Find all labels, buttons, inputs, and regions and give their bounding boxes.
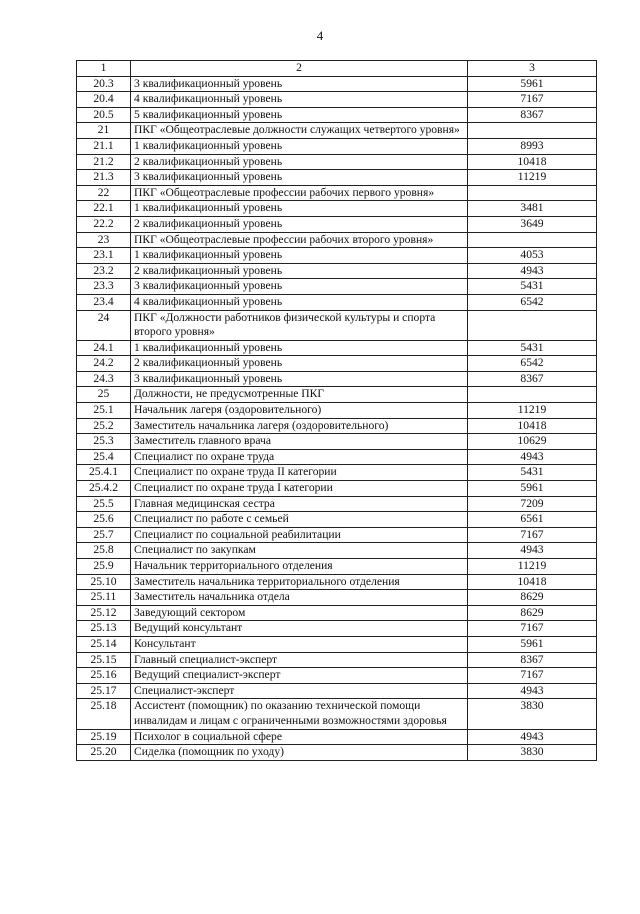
row-number: 23.2 — [77, 263, 131, 279]
table-row — [77, 434, 597, 450]
row-value — [468, 185, 597, 201]
row-title: Специалист по закупкам — [131, 543, 468, 559]
row-value: 11219 — [468, 403, 597, 419]
row-title: 2 квалификационный уровень — [131, 216, 468, 232]
row-number: 25.3 — [77, 434, 131, 450]
row-title: 2 квалификационный уровень — [131, 356, 468, 372]
row-value: 8993 — [468, 138, 597, 154]
row-value: 3830 — [468, 699, 597, 729]
row-title: Ассистент (помощник) по оказанию технической помощи инвалидам и лицам с ограниченными возможностями здоровья — [131, 699, 468, 729]
table-row — [77, 310, 597, 340]
row-title: 5 квалификационный уровень — [131, 107, 468, 123]
row-number: 23.1 — [77, 248, 131, 264]
table-row — [77, 729, 597, 745]
table-row — [77, 652, 597, 668]
table-row — [77, 294, 597, 310]
row-title: ПКГ «Общеотраслевые профессии рабочих второго уровня» — [131, 232, 468, 248]
row-number: 25.20 — [77, 745, 131, 761]
row-title: Начальник территориального отделения — [131, 559, 468, 575]
table-row — [77, 371, 597, 387]
table-row — [77, 636, 597, 652]
row-value: 8629 — [468, 590, 597, 606]
table-row — [77, 138, 597, 154]
row-number: 21.2 — [77, 154, 131, 170]
row-value: 5431 — [468, 465, 597, 481]
row-value: 3830 — [468, 745, 597, 761]
table-row — [77, 201, 597, 217]
row-value: 5961 — [468, 76, 597, 92]
row-number: 25.6 — [77, 512, 131, 528]
table-row — [77, 465, 597, 481]
row-value: 4943 — [468, 543, 597, 559]
row-title: Заместитель главного врача — [131, 434, 468, 450]
row-number: 21 — [77, 123, 131, 139]
row-value: 4943 — [468, 683, 597, 699]
row-number: 22 — [77, 185, 131, 201]
table-row — [77, 559, 597, 575]
row-value — [468, 387, 597, 403]
row-value: 8367 — [468, 371, 597, 387]
row-title: Специалист по охране труда I категории — [131, 481, 468, 497]
row-value: 10418 — [468, 418, 597, 434]
row-value: 4943 — [468, 449, 597, 465]
row-title: 2 квалификационный уровень — [131, 263, 468, 279]
table-row — [77, 621, 597, 637]
table-row — [77, 590, 597, 606]
row-title: Должности, не предусмотренные ПКГ — [131, 387, 468, 403]
header-col-2: 2 — [131, 61, 468, 77]
row-value: 10418 — [468, 154, 597, 170]
row-title: 3 квалификационный уровень — [131, 76, 468, 92]
row-title: Специалист по социальной реабилитации — [131, 527, 468, 543]
row-value: 11219 — [468, 559, 597, 575]
table-row — [77, 123, 597, 139]
table-row — [77, 76, 597, 92]
row-number: 21.3 — [77, 170, 131, 186]
row-number: 25.19 — [77, 729, 131, 745]
row-value: 4053 — [468, 248, 597, 264]
row-number: 20.5 — [77, 107, 131, 123]
row-number: 23.3 — [77, 279, 131, 295]
row-number: 25.17 — [77, 683, 131, 699]
row-number: 24 — [77, 310, 131, 340]
row-number: 24.1 — [77, 340, 131, 356]
row-value — [468, 123, 597, 139]
table-header-row — [77, 61, 597, 77]
table-row — [77, 263, 597, 279]
row-title: ПКГ «Должности работников физической культуры и спорта второго уровня» — [131, 310, 468, 340]
row-number: 20.4 — [77, 92, 131, 108]
row-number: 25.12 — [77, 605, 131, 621]
table-row — [77, 543, 597, 559]
table-row — [77, 154, 597, 170]
table-row — [77, 403, 597, 419]
table-row — [77, 92, 597, 108]
row-title: 1 квалификационный уровень — [131, 340, 468, 356]
row-value: 7167 — [468, 92, 597, 108]
table-row — [77, 387, 597, 403]
row-number: 25.7 — [77, 527, 131, 543]
row-value: 5961 — [468, 636, 597, 652]
row-number: 23 — [77, 232, 131, 248]
row-title: 3 квалификационный уровень — [131, 170, 468, 186]
row-value: 8367 — [468, 107, 597, 123]
page-number: 4 — [316, 28, 324, 43]
row-number: 25.10 — [77, 574, 131, 590]
row-number: 25.9 — [77, 559, 131, 575]
row-title: ПКГ «Общеотраслевые профессии рабочих первого уровня» — [131, 185, 468, 201]
row-title: Главная медицинская сестра — [131, 496, 468, 512]
row-value: 5431 — [468, 279, 597, 295]
row-title: 1 квалификационный уровень — [131, 248, 468, 264]
row-number: 25.8 — [77, 543, 131, 559]
table-row — [77, 248, 597, 264]
table-row — [77, 418, 597, 434]
table-row — [77, 356, 597, 372]
row-value: 5431 — [468, 340, 597, 356]
row-number: 21.1 — [77, 138, 131, 154]
row-number: 25.5 — [77, 496, 131, 512]
header-col-3: 3 — [468, 61, 597, 77]
row-title: Ведущий консультант — [131, 621, 468, 637]
row-title: Ведущий специалист-эксперт — [131, 668, 468, 684]
row-title: 4 квалификационный уровень — [131, 92, 468, 108]
table-row — [77, 512, 597, 528]
row-number: 25.2 — [77, 418, 131, 434]
row-value: 5961 — [468, 481, 597, 497]
row-number: 25.4.1 — [77, 465, 131, 481]
row-value: 4943 — [468, 263, 597, 279]
row-title: Главный специалист-эксперт — [131, 652, 468, 668]
row-value: 10629 — [468, 434, 597, 450]
table-row — [77, 699, 597, 729]
row-value: 8367 — [468, 652, 597, 668]
row-number: 22.2 — [77, 216, 131, 232]
row-title: 1 квалификационный уровень — [131, 138, 468, 154]
row-title: Сиделка (помощник по уходу) — [131, 745, 468, 761]
row-number: 25.18 — [77, 699, 131, 729]
row-number: 25.11 — [77, 590, 131, 606]
row-title: Заместитель начальника лагеря (оздоровительного) — [131, 418, 468, 434]
table-row — [77, 449, 597, 465]
table-row — [77, 605, 597, 621]
row-title: Консультант — [131, 636, 468, 652]
row-value: 7167 — [468, 621, 597, 637]
row-value: 6561 — [468, 512, 597, 528]
table-row — [77, 340, 597, 356]
row-title: Заместитель начальника территориального отделения — [131, 574, 468, 590]
salary-table — [76, 60, 597, 761]
row-value — [468, 232, 597, 248]
row-title: Заведующий сектором — [131, 605, 468, 621]
table-row — [77, 527, 597, 543]
salary-table-body — [77, 61, 597, 761]
row-value: 7167 — [468, 527, 597, 543]
row-number: 25.4.2 — [77, 481, 131, 497]
row-value: 4943 — [468, 729, 597, 745]
row-number: 25.16 — [77, 668, 131, 684]
row-value: 10418 — [468, 574, 597, 590]
table-row — [77, 170, 597, 186]
table-row — [77, 279, 597, 295]
row-value: 3481 — [468, 201, 597, 217]
row-value: 6542 — [468, 294, 597, 310]
table-row — [77, 232, 597, 248]
header-col-1: 1 — [77, 61, 131, 77]
row-title: 1 квалификационный уровень — [131, 201, 468, 217]
row-number: 25.1 — [77, 403, 131, 419]
row-title: Заместитель начальника отдела — [131, 590, 468, 606]
row-value: 7209 — [468, 496, 597, 512]
row-title: 3 квалификационный уровень — [131, 279, 468, 295]
row-title: Психолог в социальной сфере — [131, 729, 468, 745]
table-row — [77, 574, 597, 590]
row-number: 20.3 — [77, 76, 131, 92]
row-value: 6542 — [468, 356, 597, 372]
row-number: 25.13 — [77, 621, 131, 637]
row-title: Специалист по работе с семьей — [131, 512, 468, 528]
row-number: 22.1 — [77, 201, 131, 217]
row-value — [468, 310, 597, 340]
row-number: 24.2 — [77, 356, 131, 372]
table-row — [77, 496, 597, 512]
row-number: 25.15 — [77, 652, 131, 668]
row-title: Специалист по охране труда II категории — [131, 465, 468, 481]
row-title: Специалист по охране труда — [131, 449, 468, 465]
row-number: 24.3 — [77, 371, 131, 387]
table-row — [77, 668, 597, 684]
row-title: Начальник лагеря (оздоровительного) — [131, 403, 468, 419]
row-value: 7167 — [468, 668, 597, 684]
row-number: 23.4 — [77, 294, 131, 310]
row-value: 8629 — [468, 605, 597, 621]
row-title: 3 квалификационный уровень — [131, 371, 468, 387]
row-number: 25.14 — [77, 636, 131, 652]
row-number: 25.4 — [77, 449, 131, 465]
table-row — [77, 185, 597, 201]
row-title: Специалист-эксперт — [131, 683, 468, 699]
table-row — [77, 107, 597, 123]
table-row — [77, 683, 597, 699]
row-value: 3649 — [468, 216, 597, 232]
table-row — [77, 216, 597, 232]
row-title: ПКГ «Общеотраслевые должности служащих четвертого уровня» — [131, 123, 468, 139]
table-row — [77, 745, 597, 761]
row-title: 2 квалификационный уровень — [131, 154, 468, 170]
table-row — [77, 481, 597, 497]
row-value: 11219 — [468, 170, 597, 186]
row-title: 4 квалификационный уровень — [131, 294, 468, 310]
row-number: 25 — [77, 387, 131, 403]
